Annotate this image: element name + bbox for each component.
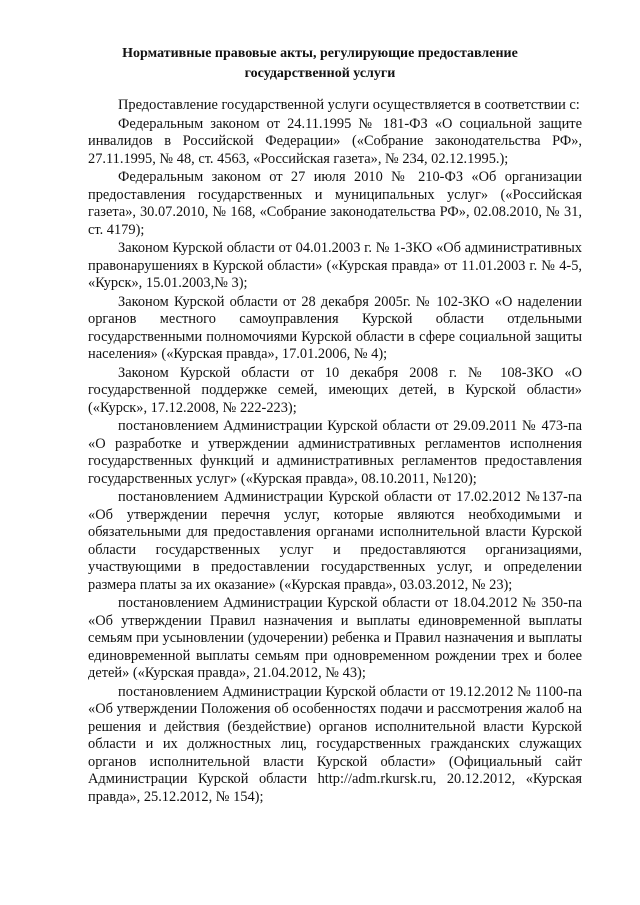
paragraph-resolution-137-pa: постановлением Администрации Курской области от 17.02.2012 №137-па «Об утверждении перечня услуг, которые являются необходимыми и обязательными для предоставления органами исполнительной власти Курской области государственных услуг и предоставляются организациями, участвующими в предоставлении государственных услуг, и определении размера платы за их оказание» («Курская правда», 03.03.2012, № 23);	[88, 489, 582, 593]
document-body	[88, 97, 582, 807]
paragraph-resolution-350-pa: постановлением Администрации Курской области от 18.04.2012 № 350-па «Об утверждении Правил назначения и выплаты единовременной выплаты семьям при усыновлении (удочерении) ребенка и Правил назначения и выплаты единовременной выплаты семьям при одновременном рождении трех и более детей» («Курская правда», 21.04.2012, № 43);	[88, 595, 582, 681]
paragraph-intro: Предоставление государственной услуги осуществляется в соответствии с:	[118, 97, 580, 113]
paragraph-law-1-zko: Законом Курской области от 04.01.2003 г. № 1-ЗКО «Об административных правонарушениях в Курской области» («Курская правда» от 11.01.2003 г. № 4-5, «Курск», 15.01.2003,№ 3);	[88, 240, 582, 291]
paragraph-law-102-zko: Законом Курской области от 28 декабря 2005г. № 102-ЗКО «О наделении органов местного самоуправления Курской области отдельными государственными полномочиями Курской области в сфере социальной защиты населения» («Курская правда», 17.01.2006, № 4);	[88, 293, 582, 362]
paragraph-law-181-fz: Федеральным законом от 24.11.1995 № 181-ФЗ «О социальной защите инвалидов в Российской Федерации» («Собрание законодательства РФ», 27.11.1995, № 48, ст. 4563, «Российская газета», № 234, 02.12.1995.);	[88, 115, 582, 167]
paragraph-law-108-zko: Законом Курской области от 10 декабря 2008 г. № 108-ЗКО «О государственной поддержке семей, имеющих детей, в Курской области» («Курск», 17.12.2008, № 222-223);	[88, 364, 582, 416]
document-title: Нормативные правовые акты, регулирующие предоставление государственной услуги	[122, 46, 518, 81]
paragraph-resolution-1100-pa: постановлением Администрации Курской области от 19.12.2012 № 1100-па «Об утверждении Положения об особенностях подачи и рассмотрения жалоб на решения и действия (бездействие) органов исполнительной власти Курской области и их должностных лиц, государственных гражданских служащих органов исполнительной власти Курской области» (Официальный сайт Администрации Курской области http://adm.rkursk.ru, 20.12.2012, «Курская правда», 25.12.2012, № 154);	[88, 683, 582, 805]
paragraph-resolution-473-pa: постановлением Администрации Курской области от 29.09.2011 № 473-па «О разработке и утверждении административных регламентов исполнения государственных функций и административных регламентов предоставления государственных услуг» («Курская правда», 08.10.2011, №120);	[88, 418, 582, 487]
paragraph-law-210-fz: Федеральным законом от 27 июля 2010 № 210-ФЗ «Об организации предоставления государственных и муниципальных услуг» («Российская газета», 30.07.2010, № 168, «Собрание законодательства РФ», 02.08.2010, № 31, ст. 4179);	[88, 169, 582, 238]
